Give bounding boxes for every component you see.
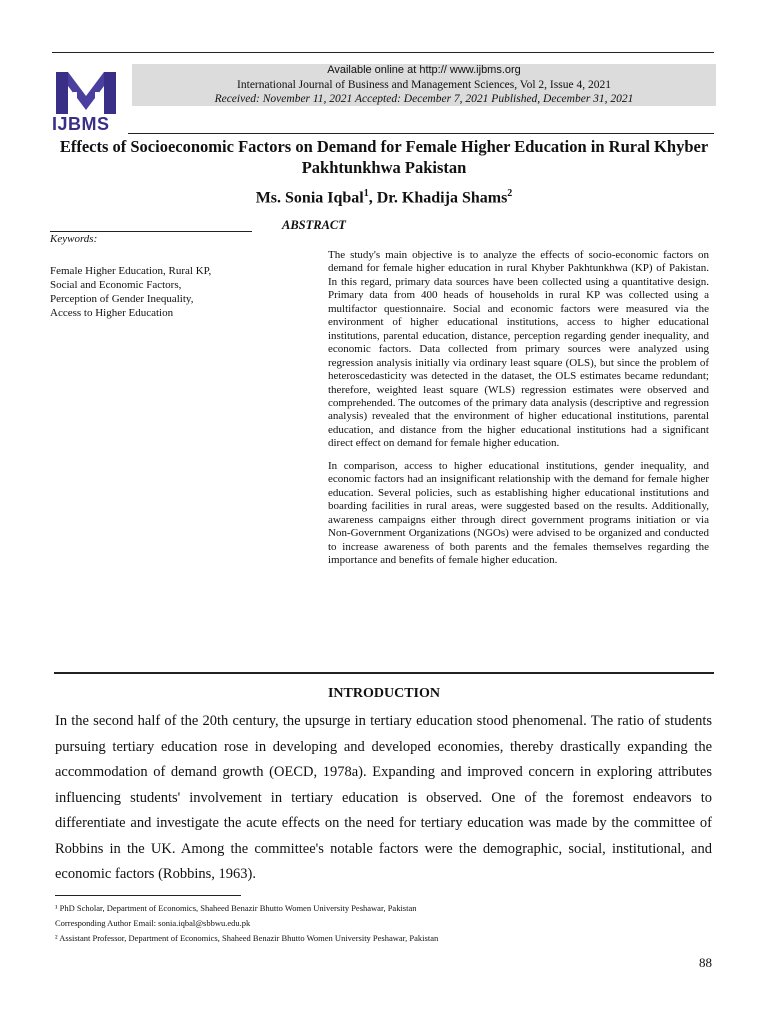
top-rule — [52, 52, 714, 53]
abstract-body — [328, 249, 709, 576]
abstract-paragraph-1: The study's main objective is to analyze the effects of socio-economic factors on demand for female higher education in rural Khyber Pakhtunkhwa (KP) of Pakistan. In this regard, primary data sources have been collected using a quantitative design. Primary data from 400 heads of households in rural KP was collected using a multifactor questionnaire. Social and economic factors were measured via the environment of higher educational institutions, access to higher educational institutions, parental education, distance, perception regarding gender inequality, and economic factors. Data collected from primary sources were analyzed using regression analysis initially via ordinary least square (OLS), but since the problem of heteroscedasticity was detected in the dataset, the OLS estimates became redundant; therefore, weighted least square (WLS) regression estimates were observed and comprehended. The outcomes of the primary data analysis (descriptive and regression analysis) revealed that the environment of higher educational institutions, parental education, and distance from the higher educational institutions had a significant direct effect on demand for female higher education. — [328, 249, 709, 450]
keyword-item: Female Higher Education, Rural KP, — [50, 265, 212, 277]
keywords-label: Keywords: — [50, 233, 98, 245]
paper-title: Effects of Socioeconomic Factors on Demand for Female Higher Education in Rural Khyber Pakhtunkhwa Pakistan — [59, 137, 709, 177]
publication-dates: Received: November 11, 2021 Accepted: December 7, 2021 Published, December 31, 2021 — [214, 93, 634, 105]
page-number: 88 — [699, 955, 712, 970]
author-2: Dr. Khadija Shams — [376, 189, 508, 207]
logo-text: IJBMS — [52, 114, 110, 134]
footnote-2: ² Assistant Professor, Department of Economics, Shaheed Benazir Bhutto Women University Peshawar, Pakistan — [55, 933, 439, 943]
abstract-heading: ABSTRACT — [282, 218, 346, 232]
author-1: Ms. Sonia Iqbal — [255, 189, 364, 207]
footnote-1: ¹ PhD Scholar, Department of Economics, Shaheed Benazir Bhutto Women University Peshawar, Pakistan — [55, 903, 417, 913]
available-online-line: Available online at http:// www.ijbms.org — [327, 64, 521, 76]
footnote-rule — [55, 895, 241, 896]
keyword-item: Social and Economic Factors, — [50, 279, 182, 291]
abstract-paragraph-2: In comparison, access to higher educational institutions, gender inequality, and economic factors had an insignificant relationship with the demand for female higher education. Several policies, such as establishing higher educational institutions and boarding facilities in rural areas, were suggested based on the results. Additionally, awareness campaigns either through direct government programs initiation or via Non-Government Organizations (NGOs) were advised to be organized and conducted to increase awareness of both parents and the females themselves regarding the importance and benefits of female higher education. — [328, 459, 709, 566]
introduction-heading: INTRODUCTION — [327, 686, 440, 701]
header-rule — [128, 133, 714, 134]
corresponding-email: Corresponding Author Email: sonia.iqbal@sbbwu.edu.pk — [55, 918, 251, 928]
author-separator: , — [368, 189, 377, 207]
author-line — [0, 188, 768, 207]
author-2-footnote-mark: 2 — [507, 188, 513, 199]
keyword-item: Access to Higher Education — [50, 307, 174, 319]
keywords-list — [50, 264, 260, 320]
keyword-item: Perception of Gender Inequality, — [50, 293, 194, 305]
section-separator — [54, 672, 714, 674]
author-1-footnote-mark: 1 — [363, 188, 369, 199]
journal-citation: International Journal of Business and Management Sciences, Vol 2, Issue 4, 2021 — [237, 79, 611, 91]
introduction-paragraph: In the second half of the 20th century, the upsurge in tertiary education stood phenomenal. The ratio of students pursuing tertiary education rose in developing and developed economies, thereby drastically expanding the accommodation of demand growth (OECD, 1978a). Expanding and improved concern in exploring attributes influencing students' involvement in tertiary education is observed. One of the foremost endeavors to differentiate and investigate the acute effects on the need for tertiary education was made by the committee of Robbins in the UK. Among the committee's notable factors were the demographic, social, institutional, and economic factors (Robbins, 1963). — [55, 713, 712, 882]
keywords-rule — [50, 231, 252, 232]
